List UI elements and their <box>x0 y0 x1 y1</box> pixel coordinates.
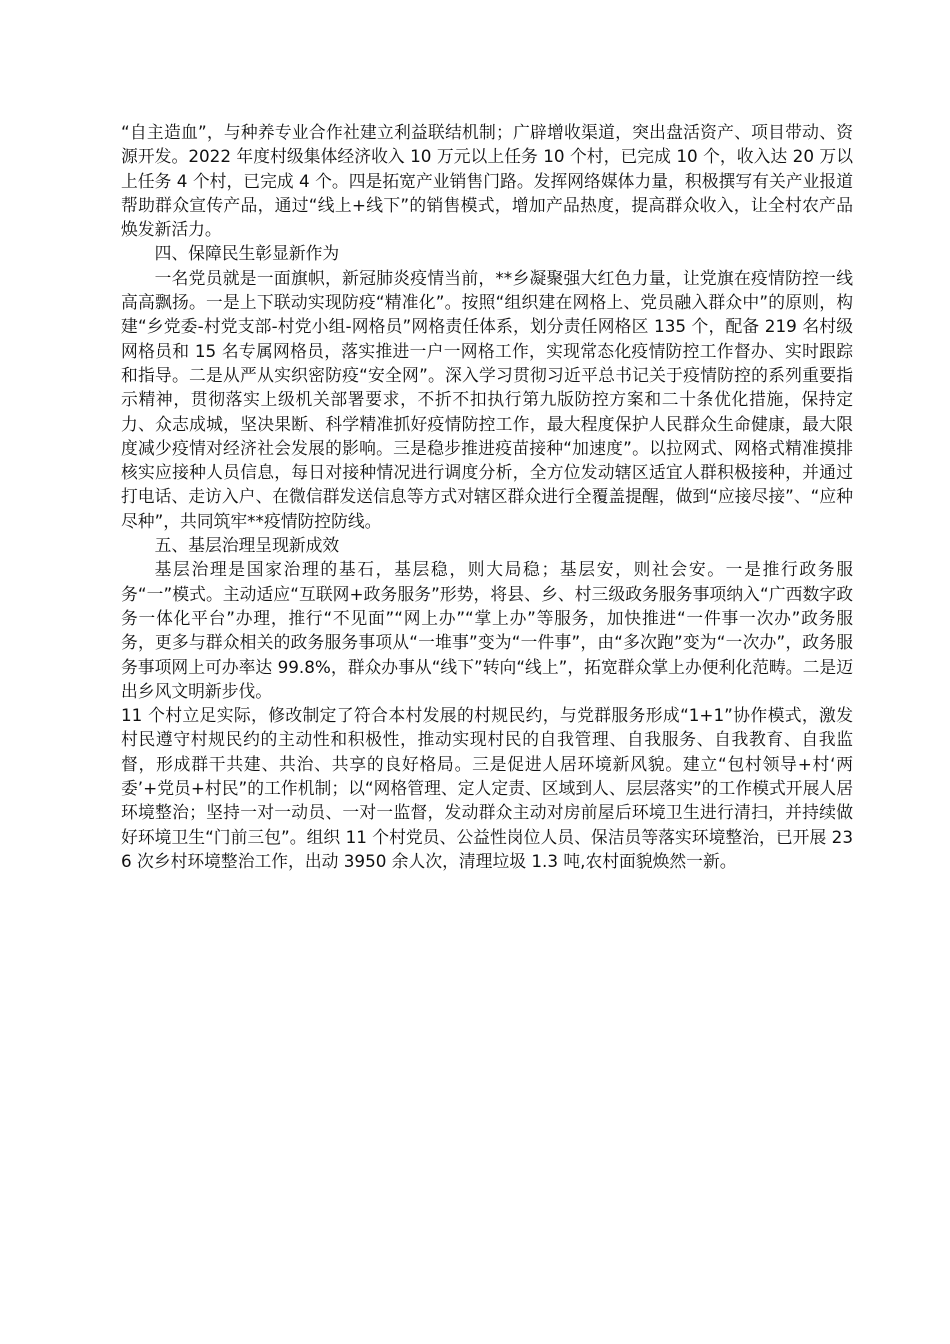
paragraph-village-rules: 11 个村立足实际，修改制定了符合本村发展的村规民约，与党群服务形成“1+1”协作模式，激发村民遵守村规民约的主动性和积极性，推动实现村民的自我管理、自我服务、自我教育、自我监督，形成群干共建、共治、共享的良好格局。三是促进人居环境新风貌。建立“包村领导+村‘两委’+党员+村民”的工作机制；以“网格管理、定人定责、区域到人、层层落实”的工作模式开展人居环境整治；坚持一对一动员、一对一监督，发动群众主动对房前屋后环境卫生进行清扫，并持续做好环境卫生“门前三包”。组织 11 个村党员、公益性岗位人员、保洁员等落实环境整治，已开展 236 次乡村环境整治工作，出动 3950 余人次，清理垃圾 1.3 吨,农村面貌焕然一新。 <box>121 705 853 871</box>
section-heading-livelihood: 四、保障民生彰显新作为 <box>154 243 340 264</box>
section-heading-governance: 五、基层治理呈现新成效 <box>154 535 340 556</box>
document-body <box>121 120 853 873</box>
paragraph-grassroots-governance: 基层治理是国家治理的基石，基层稳，则大局稳；基层安，则社会安。一是推行政务服务“一”模式。主动适应“互联网+政务服务”形势，将县、乡、村三级政务服务事项纳入“广西数字政务一体化平台”办理，推行“不见面”“网上办”“掌上办”等服务，加快推进“一件事一次办”政务服务，更多与群众相关的政务服务事项从“一堆事”变为“一件事”，由“多次跑”变为“一次办”，政务服务事项网上可办率达 99.8%，群众办事从“线下”转向“线上”，拓宽群众掌上办便利化范畴。二是迈出乡风文明新步伐。 <box>121 559 853 701</box>
paragraph-epidemic-prevention: 一名党员就是一面旗帜，新冠肺炎疫情当前，**乡凝聚强大红色力量，让党旗在疫情防控一线高高飘扬。一是上下联动实现防疫“精准化”。按照“组织建在网格上、党员融入群众中”的原则，构建“乡党委-村党支部-村党小组-网格员”网格责任体系，划分责任网格区 135 个，配备 219 名村级网格员和 15 名专属网格员，落实推进一户一网格工作，实现常态化疫情防控工作督办、实时跟踪和指导。二是从严从实织密防疫“安全网”。深入学习贯彻习近平总书记关于疫情防控的系列重要指示精神，贯彻落实上级机关部署要求，不折不扣执行第九版防控方案和二十条优化措施，保持定力、众志成城，坚决果断、科学精准抓好疫情防控工作，最大程度保护人民群众生命健康，最大限度减少疫情对经济社会发展的影响。三是稳步推进疫苗接种“加速度”。以拉网式、网格式精准摸排核实应接种人员信息，每日对接种情况进行调度分析，全方位发动辖区适宜人群积极接种，并通过打电话、走访入户、在微信群发送信息等方式对辖区群众进行全覆盖提醒，做到“应接尽接”、“应种尽种”，共同筑牢**疫情防控防线。 <box>121 267 853 531</box>
paragraph-rural-economy: “自主造血”，与种养专业合作社建立利益联结机制；广辟增收渠道，突出盘活资产、项目带动、资源开发。2022 年度村级集体经济收入 10 万元以上任务 10 个村，已完成 10 个，收入达 20 万以上任务 4 个村，已完成 4 个。四是拓宽产业销售门路。发挥网络媒体力量，积极撰写有关产业报道帮助群众宣传产品，通过“线上+线下”的销售模式，增加产品热度，提高群众收入，让全村农产品焕发新活力。 <box>121 122 853 240</box>
